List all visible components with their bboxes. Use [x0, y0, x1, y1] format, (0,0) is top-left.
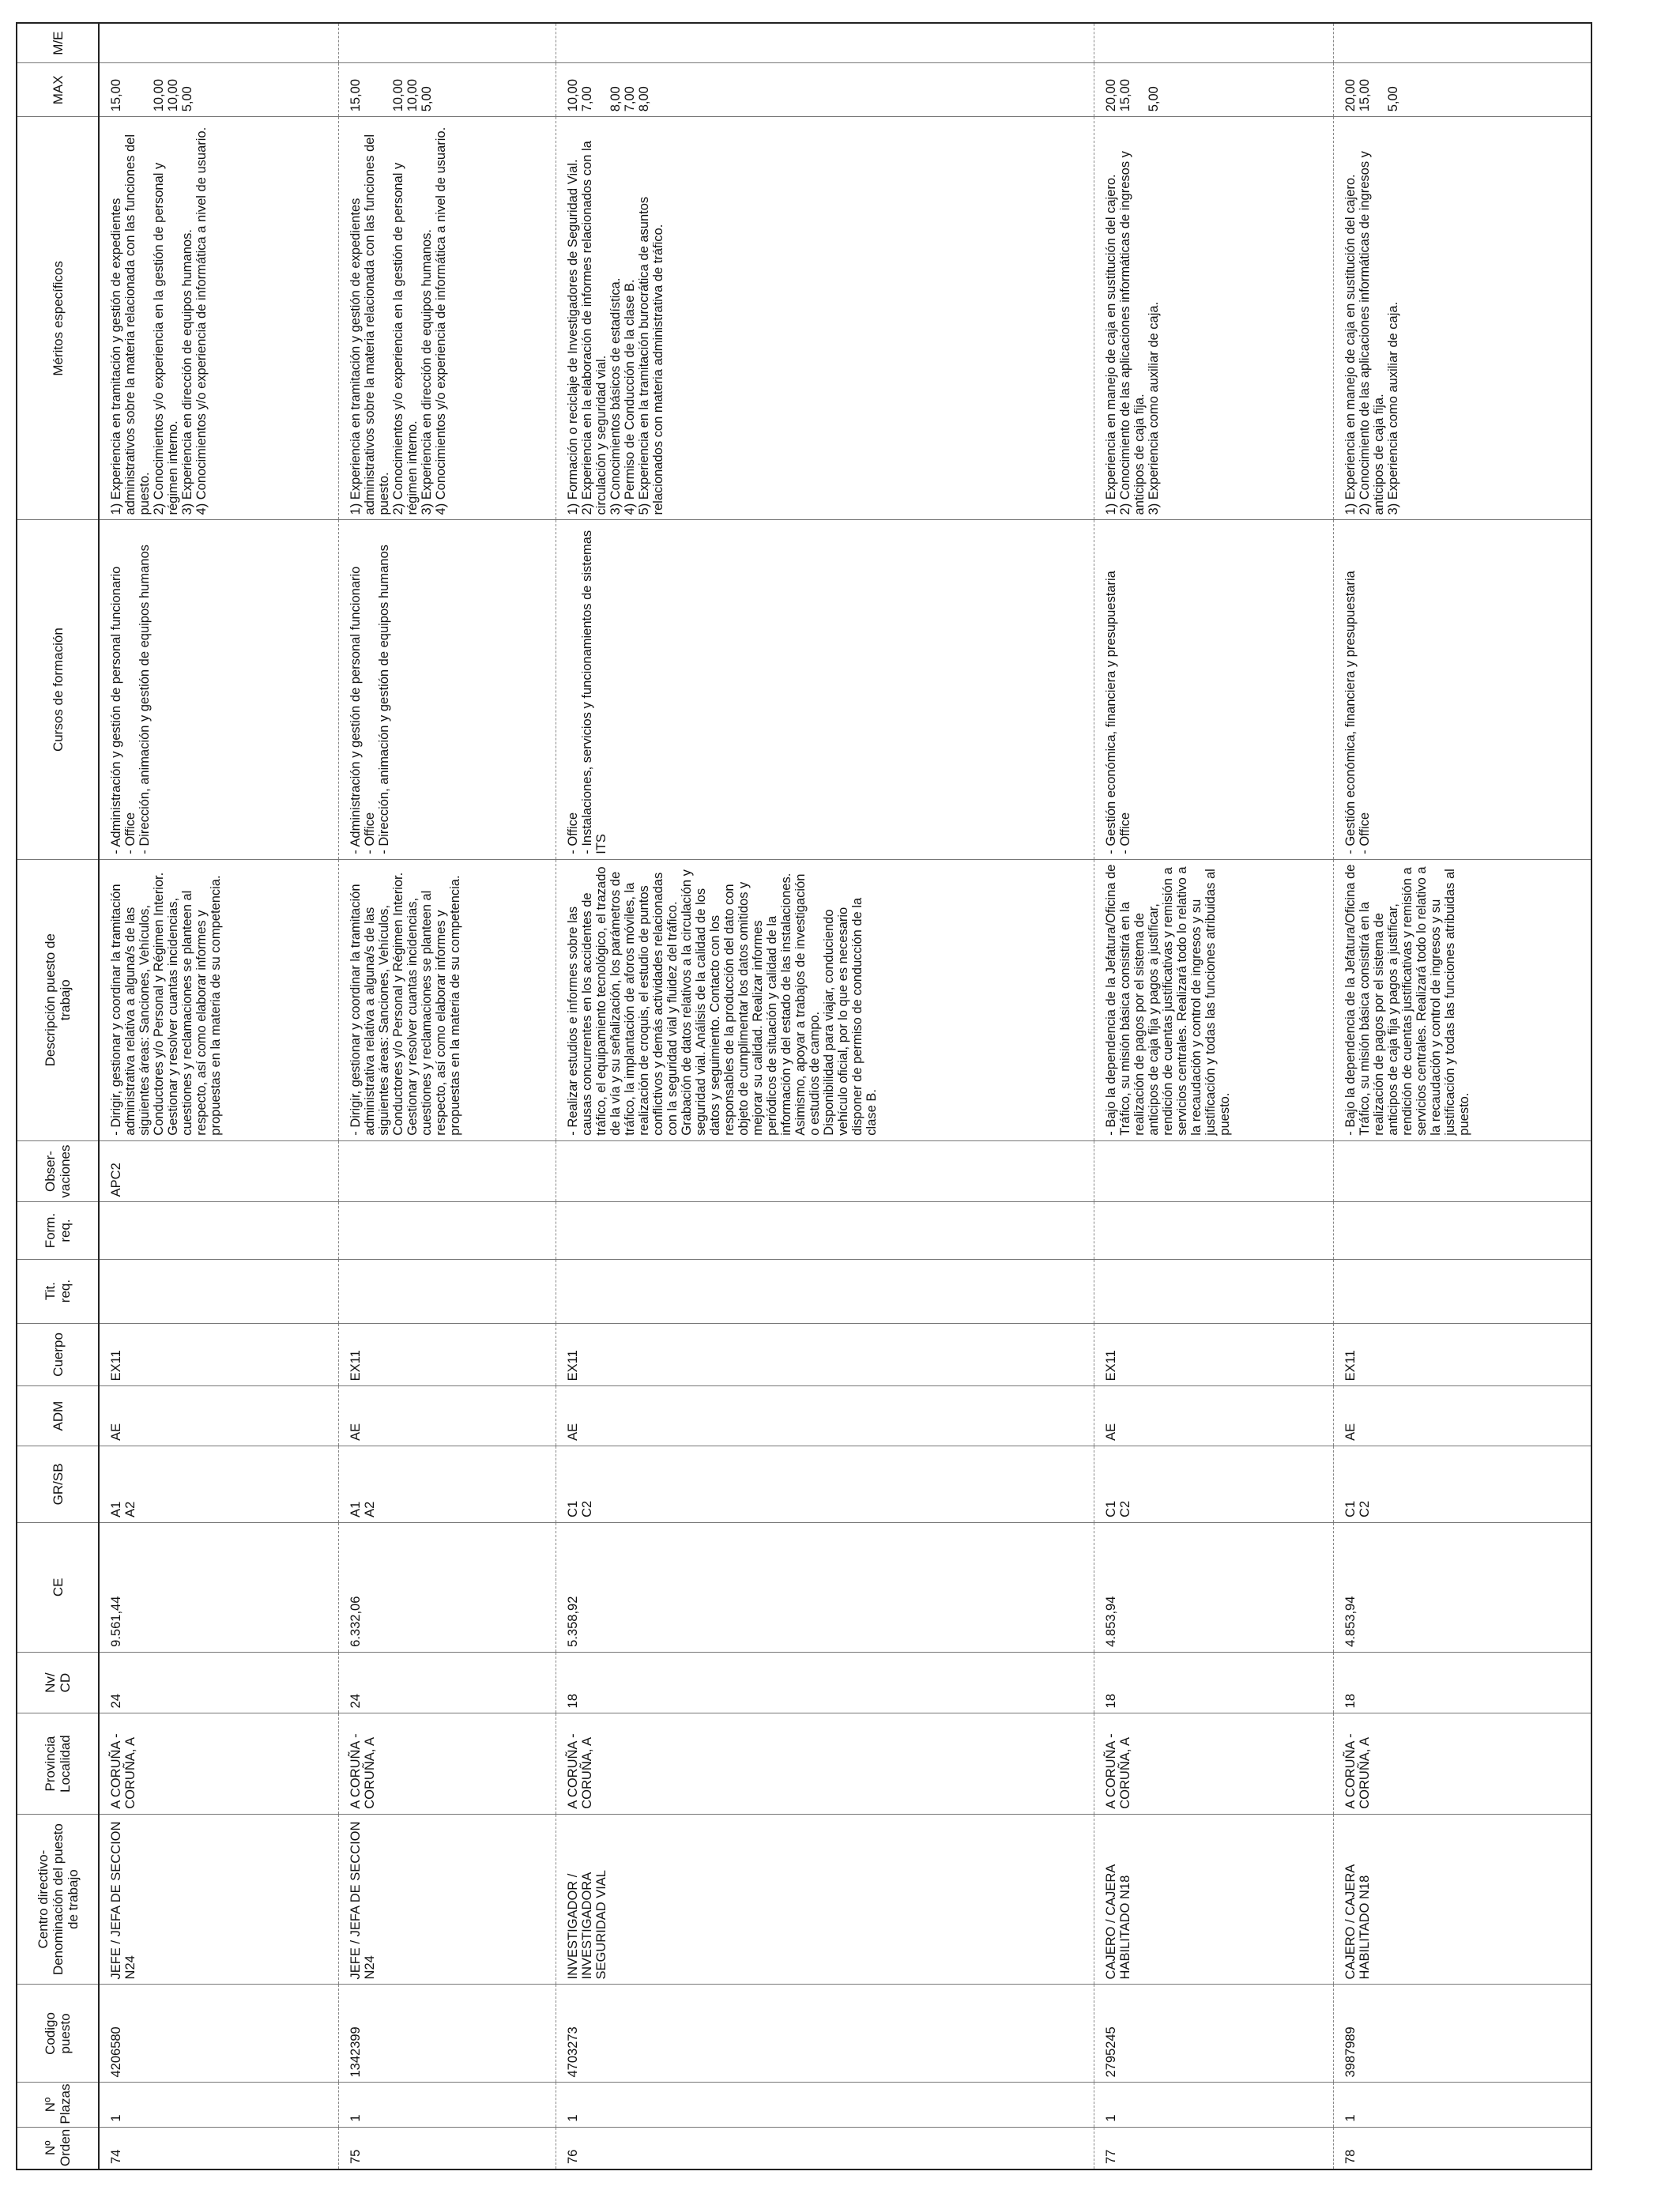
cuerpo-cell: EX11 — [339, 1323, 556, 1386]
meritos-cell: 1) Formación o reciclaje de Investigadores de Seguridad Vial. 2) Experiencia en la elaboración de informes relacionados con la circulación y seguridad vial. 3) Conocimientos básicos de estadística. 4) Permiso de Conducción de la clase B. 5) Experiencia en la tramitación burocrática de asuntos relacionados con materia administrativa de tráfico. — [556, 117, 1094, 520]
table-row — [556, 23, 1094, 2169]
max-cell — [1094, 63, 1334, 117]
nivel-cell: 18 — [1334, 1652, 1592, 1713]
max-value — [137, 67, 152, 111]
orden-cell: 78 — [1334, 2127, 1592, 2169]
orden-cell: 76 — [556, 2127, 1094, 2169]
plazas-cell: 1 — [99, 2083, 339, 2127]
titulacion-cell — [1094, 1259, 1334, 1323]
max-value: 15,00 — [1118, 79, 1132, 112]
me-cell — [1334, 23, 1592, 63]
ce-cell: 4.853,94 — [1094, 1522, 1334, 1652]
observaciones-cell — [556, 1140, 1094, 1202]
grupo-cell: C1 C2 — [1334, 1446, 1592, 1522]
orden-cell: 75 — [339, 2127, 556, 2169]
centro-cell: CAJERO / CAJERA HABILITADO N18 — [1334, 1814, 1592, 1985]
max-value — [1132, 67, 1147, 111]
orden-cell: 77 — [1094, 2127, 1334, 2169]
observaciones-cell: APC2 — [99, 1140, 339, 1202]
ce-cell: 6.332,06 — [339, 1522, 556, 1652]
header-descripcion: Descripción puesto de trabajo — [17, 859, 99, 1140]
max-value: 15,00 — [1358, 79, 1372, 112]
header-plazas: Nº Plazas — [17, 2083, 99, 2127]
header-nivel: Nv/ CD — [17, 1652, 99, 1713]
cursos-cell: - Gestión económica, financiera y presupuestaria - Office — [1094, 520, 1334, 859]
provincia-cell: A CORUÑA - CORUÑA, A — [339, 1713, 556, 1814]
header-cuerpo: Cuerpo — [17, 1323, 99, 1386]
observaciones-cell — [1094, 1140, 1334, 1202]
max-value: 20,00 — [1343, 79, 1358, 112]
max-value: 5,00 — [1386, 86, 1400, 112]
codigo-cell: 4206580 — [99, 1985, 339, 2083]
codigo-cell: 3987989 — [1334, 1985, 1592, 2083]
codigo-cell: 4703273 — [556, 1985, 1094, 2083]
plazas-cell: 1 — [556, 2083, 1094, 2127]
observaciones-cell — [1334, 1140, 1592, 1202]
me-cell — [556, 23, 1094, 63]
formacion-req-cell — [1334, 1202, 1592, 1259]
cuerpo-cell: EX11 — [556, 1323, 1094, 1386]
descripcion-cell: - Dirigir, gestionar y coordinar la tramitación administrativa relativa a alguna/s de las siguientes áreas: Sanciones, Vehículos, Conductores y/o Personal y Régimen Interior. Gestionar y resolver cuantas incidencias, cuestiones y reclamaciones se planteen al respecto, así como elaborar informes y propuestas en la materia de su competencia. — [99, 859, 339, 1140]
formacion-req-cell — [1094, 1202, 1334, 1259]
max-value: 8,00 — [637, 86, 651, 112]
meritos-cell: 1) Experiencia en tramitación y gestión de expedientes administrativos sobre la materia relacionada con las funciones del puesto. 2) Conocimientos y/o experiencia en la gestión de personal y régimen interno. 3) Experiencia en dirección de equipos humanos. 4) Conocimientos y/o experiencia de informática a nivel de usuario. — [99, 117, 339, 520]
ce-cell: 4.853,94 — [1334, 1522, 1592, 1652]
plazas-cell: 1 — [1094, 2083, 1334, 2127]
nivel-cell: 18 — [1094, 1652, 1334, 1713]
header-titulacion: Tit. req. — [17, 1259, 99, 1323]
descripcion-cell: - Dirigir, gestionar y coordinar la tramitación administrativa relativa a alguna/s de las siguientes áreas: Sanciones, Vehículos, Conductores y/o Personal y Régimen Interior. Gestionar y resolver cuantas incidencias, cuestiones y reclamaciones se planteen al respecto, así como elaborar informes y propuestas en la materia de su competencia. — [339, 859, 556, 1140]
header-cursos: Cursos de formación — [17, 520, 99, 859]
max-value: 20,00 — [1104, 79, 1118, 112]
cuerpo-cell: EX11 — [1334, 1323, 1592, 1386]
max-value — [377, 67, 391, 111]
formacion-req-cell — [339, 1202, 556, 1259]
titulacion-cell — [99, 1259, 339, 1323]
header-row — [17, 23, 99, 2169]
codigo-cell: 2795245 — [1094, 1985, 1334, 2083]
grupo-cell: A1 A2 — [99, 1446, 339, 1522]
plazas-cell: 1 — [1334, 2083, 1592, 2127]
me-cell — [99, 23, 339, 63]
adm-cell: AE — [556, 1386, 1094, 1446]
descripcion-cell: - Bajo la dependencia de la Jefatura/Oficina de Tráfico, su misión básica consistirá en la realización de pagos por el sistema de anticipos de caja fija y pagos a justificar, rendición de cuentas justificativas y remisión a servicios centrales. Realizará todo lo relativo a la recaudación y control de ingresos y su justificación y todas las funciones atribuidas al puesto. — [1094, 859, 1334, 1140]
max-value — [1372, 67, 1386, 111]
cuerpo-cell: EX11 — [1094, 1323, 1334, 1386]
header-orden: Nº Orden — [17, 2127, 99, 2169]
centro-cell: JEFE / JEFA DE SECCION N24 — [99, 1814, 339, 1985]
centro-cell: JEFE / JEFA DE SECCION N24 — [339, 1814, 556, 1985]
me-cell — [339, 23, 556, 63]
meritos-cell: 1) Experiencia en tramitación y gestión de expedientes administrativos sobre la materia relacionada con las funciones del puesto. 2) Conocimientos y/o experiencia en la gestión de personal y régimen interno. 3) Experiencia en dirección de equipos humanos. 4) Conocimientos y/o experiencia de informática a nivel de usuario. — [339, 117, 556, 520]
header-meritos: Méritos específicos — [17, 117, 99, 520]
formacion-req-cell — [99, 1202, 339, 1259]
max-value: 10,00 — [152, 79, 166, 112]
table-row — [1094, 23, 1334, 2169]
max-value — [363, 67, 377, 111]
nivel-cell: 24 — [99, 1652, 339, 1713]
me-cell — [1094, 23, 1334, 63]
max-value — [594, 67, 608, 111]
max-value: 5,00 — [420, 86, 434, 112]
descripcion-cell: - Bajo la dependencia de la Jefatura/Oficina de Tráfico, su misión básica consistirá en la realización de pagos por el sistema de anticipos de caja fija y pagos a justificar, rendición de cuentas justificativas y remisión a servicios centrales. Realizará todo lo relativo a la recaudación y control de ingresos y su justificación y todas las funciones atribuidas al puesto. — [1334, 859, 1592, 1140]
max-value — [123, 67, 137, 111]
max-value: 15,00 — [348, 79, 363, 112]
job-positions-table — [16, 22, 1592, 2170]
plazas-cell: 1 — [339, 2083, 556, 2127]
table-row — [99, 23, 339, 2169]
ce-cell: 9.561,44 — [99, 1522, 339, 1652]
max-cell — [339, 63, 556, 117]
header-grupo: GR/SB — [17, 1446, 99, 1522]
header-max: MAX — [17, 63, 99, 117]
grupo-cell: C1 C2 — [1094, 1446, 1334, 1522]
header-ce: CE — [17, 1522, 99, 1652]
titulacion-cell — [1334, 1259, 1592, 1323]
header-centro: Centro directivo- Denominación del puesto de trabajo — [17, 1814, 99, 1985]
grupo-cell: C1 C2 — [556, 1446, 1094, 1522]
descripcion-cell: - Realizar estudios e informes sobre las causas concurrentes en los accidentes de tráfico, el equipamiento tecnológico, el trazado de la vía y su señalización, los parámetros de tráfico, la implantación de aforos móviles, la realización de croquis, el estudio de puntos conflictivos y demás actividades relacionadas con la seguridad vial y fluidez del tráfico. Grabación de datos relativos a la circulación y seguridad vial. Análisis de la calidad de los datos y seguimiento. Contacto con los responsables de la producción del dato con objeto de cumplimentar los datos omitidos y mejorar su calidad. Realizar informes periódicos de situación y calidad de la información y del estado de las instalaciones. Asimismo, apoyar a trabajos de investigación o estudios de campo. Disponibilidad para viajar, conduciendo vehículo oficial, por lo que es necesario disponer de permiso de conducción de la clase B. — [556, 859, 1094, 1140]
max-cell — [1334, 63, 1592, 117]
max-value: 15,00 — [109, 79, 123, 112]
max-value: 7,00 — [623, 86, 637, 112]
header-provincia: Provincia Localidad — [17, 1713, 99, 1814]
header-me: M/E — [17, 23, 99, 63]
provincia-cell: A CORUÑA - CORUÑA, A — [1334, 1713, 1592, 1814]
adm-cell: AE — [99, 1386, 339, 1446]
cursos-cell: - Office - Instalaciones, servicios y funcionamientos de sistemas ITS — [556, 520, 1094, 859]
nivel-cell: 18 — [556, 1652, 1094, 1713]
provincia-cell: A CORUÑA - CORUÑA, A — [99, 1713, 339, 1814]
table-row — [1334, 23, 1592, 2169]
adm-cell: AE — [339, 1386, 556, 1446]
max-cell — [99, 63, 339, 117]
max-value: 10,00 — [391, 79, 405, 112]
meritos-cell: 1) Experiencia en manejo de caja en sustitución del cajero. 2) Conocimiento de las aplicaciones informáticas de ingresos y anticipos de caja fija. 3) Experiencia como auxiliar de caja. — [1334, 117, 1592, 520]
codigo-cell: 1342399 — [339, 1985, 556, 2083]
provincia-cell: A CORUÑA - CORUÑA, A — [556, 1713, 1094, 1814]
ce-cell: 5.358,92 — [556, 1522, 1094, 1652]
max-value: 5,00 — [1147, 86, 1161, 112]
titulacion-cell — [556, 1259, 1094, 1323]
grupo-cell: A1 A2 — [339, 1446, 556, 1522]
max-value: 5,00 — [180, 86, 194, 112]
cursos-cell: - Administración y gestión de personal funcionario - Office - Dirección, animación y gestión de equipos humanos — [339, 520, 556, 859]
max-value: 10,00 — [166, 79, 180, 112]
formacion-req-cell — [556, 1202, 1094, 1259]
nivel-cell: 24 — [339, 1652, 556, 1713]
cursos-cell: - Administración y gestión de personal funcionario - Office - Dirección, animación y gestión de equipos humanos — [99, 520, 339, 859]
header-codigo: Codigo puesto — [17, 1985, 99, 2083]
cuerpo-cell: EX11 — [99, 1323, 339, 1386]
adm-cell: AE — [1334, 1386, 1592, 1446]
header-adm: ADM — [17, 1386, 99, 1446]
table-row — [339, 23, 556, 2169]
max-value: 10,00 — [405, 79, 420, 112]
header-observaciones: Obser- vaciones — [17, 1140, 99, 1202]
observaciones-cell — [339, 1140, 556, 1202]
centro-cell: CAJERO / CAJERA HABILITADO N18 — [1094, 1814, 1334, 1985]
max-value: 10,00 — [566, 79, 580, 112]
cursos-cell: - Gestión económica, financiera y presupuestaria - Office — [1334, 520, 1592, 859]
adm-cell: AE — [1094, 1386, 1334, 1446]
centro-cell: INVESTIGADOR / INVESTIGADORA SEGURIDAD VIAL — [556, 1814, 1094, 1985]
max-value: 8,00 — [608, 86, 623, 112]
titulacion-cell — [339, 1259, 556, 1323]
max-value: 7,00 — [580, 86, 594, 112]
meritos-cell: 1) Experiencia en manejo de caja en sustitución del cajero. 2) Conocimiento de las aplicaciones informáticas de ingresos y anticipos de caja fija. 3) Experiencia como auxiliar de caja. — [1094, 117, 1334, 520]
provincia-cell: A CORUÑA - CORUÑA, A — [1094, 1713, 1334, 1814]
header-formacion-req: Form. req. — [17, 1202, 99, 1259]
orden-cell: 74 — [109, 2149, 123, 2164]
max-cell — [556, 63, 1094, 117]
